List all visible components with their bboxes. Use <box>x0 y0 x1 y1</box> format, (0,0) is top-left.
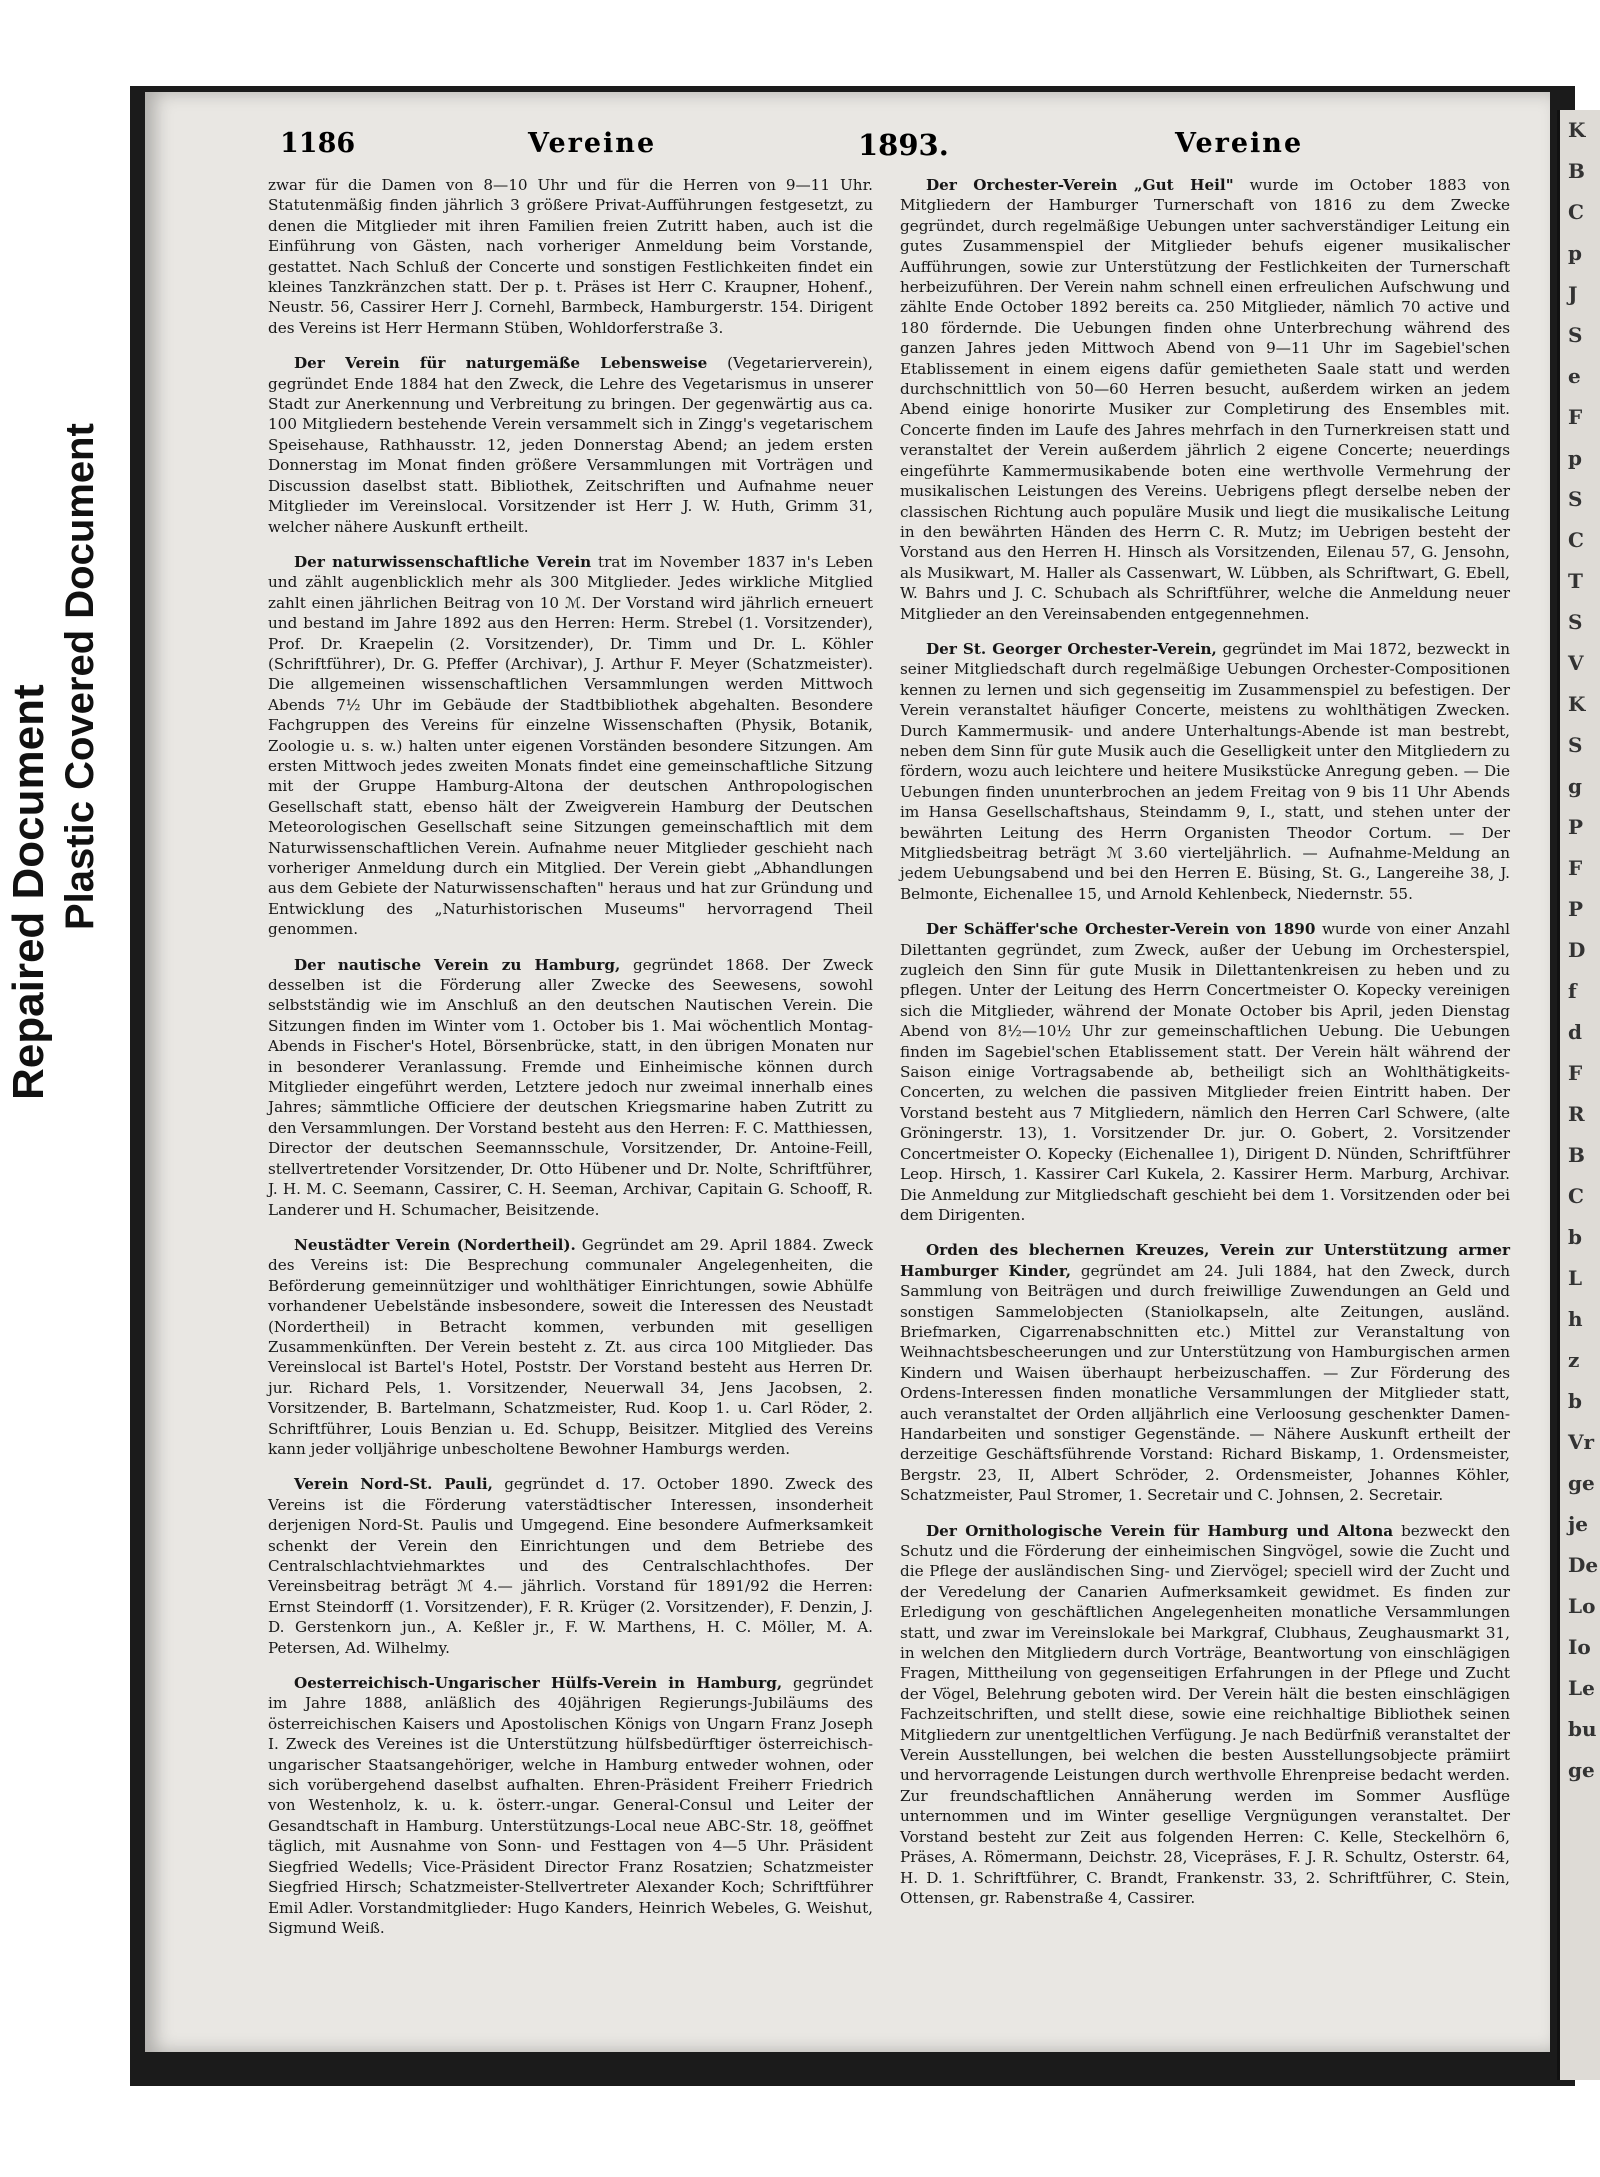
edge-fragment: C <box>1568 200 1584 224</box>
edge-fragment: L <box>1568 1266 1583 1290</box>
edge-fragment: p <box>1568 446 1582 470</box>
entry-title: Der naturwissenschaftliche Verein <box>294 552 592 571</box>
entry-text: trat im November 1837 in's Leben und zählt augenblicklich mehr als 300 Mitglieder. Jedes wirkliche Mitglied zahlt einen jährlichen Beitrag von 10 ℳ. Der Vorstand wird jährlich erneuert und bestand im Jahre 1892 aus den Herren: Herm. Strebel (1. Vorsitzender), Prof. Dr. Kraepelin (2. Vorsitzender), Dr. Timm und Dr. L. Köhler (Schriftführer), Dr. G. Pfeffer (Archivar), J. Arthur F. Meyer (Schatzmeister). Die allgemeinen wissenschaftlichen Versammlungen werden Mittwoch Abends 7½ Uhr im Gebäude der Stadtbibliothek abgehalten. Besondere Fachgruppen des Vereins für einzelne Wissenschaften (Physik, Botanik, Zoologie u. s. w.) halten unter eigenen Vorständen besondere Sitzungen. Am ersten Mittwoch jedes zweiten Monats findet eine gemeinschaftliche Sitzung mit der Gruppe Hamburg-Altona der deutschen Anthropologischen Gesellschaft statt, ebenso hält der Zweigverein Hamburg der Deutschen Meteorologischen Gesellschaft seine Sitzungen gemeinschaftlich mit dem Naturwissenschaftlichen Verein. Aufnahme neuer Mitglieder geschieht nach vorheriger Anmeldung durch ein Mitglied. Der Verein giebt „Abhandlungen aus dem Gebiete der Naturwissenschaften" heraus und hat zur Gründung und Entwicklung des „Naturhistorischen Museums" hervorragend Theil genommen. <box>268 552 874 939</box>
edge-fragment: K <box>1568 118 1586 142</box>
entry-text: zwar für die Damen von 8—10 Uhr und für die Herren von 9—11 Uhr. Statutenmäßig finden jährlich 3 größere Privat-Aufführungen festgesetzt, zu denen die Mitglieder mit ihren Familien freien Zutritt haben, auch ist die Einführung von Gästen, nach vorheriger Anmeldung beim Vorstande, gestattet. Nach Schluß der Concerte und sonstigen Festlichkeiten findet ein kleines Tanzkränzchen statt. Der p. t. Präses ist Herr C. Kraupner, Hohenf., Neustr. 56, Cassirer Herr J. Cornehl, Barmbeck, Hamburgerstr. 154. Dirigent des Vereins ist Herr Hermann Stüben, Wohldorferstraße 3. <box>268 176 873 337</box>
edge-fragment: V <box>1568 651 1584 675</box>
edge-fragment: Le <box>1568 1676 1595 1700</box>
running-title-right: Vereine <box>1175 128 1304 159</box>
right-column <box>900 175 1510 1923</box>
edge-fragment: je <box>1568 1512 1588 1536</box>
entry-title: Der Schäffer'sche Orchester-Verein von 1890 <box>926 920 1316 939</box>
side-label-plastic: Plastic Covered Document <box>58 423 102 930</box>
edge-fragment: d <box>1568 1020 1582 1044</box>
page-year: 1893. <box>858 128 949 162</box>
entry-text: wurde im October 1883 von Mitgliedern der Hamburger Turnerschaft von 1816 zu dem Zwecke gegründet, durch regelmäßige Uebungen unter sachverständiger Leitung ein gutes Zusammenspiel der Mitglieder behufs eigener musikalischer Aufführungen, sowie zur Unterstützung der Festlichkeiten der Turnerschaft herbeizuführen. Der Verein nahm schnell einen erfreulichen Aufschwung und zählte Ende October 1892 bereits ca. 250 Mitglieder, nämlich 70 active und 180 fördernde. Die Uebungen finden ohne Unterbrechung während des ganzen Jahres jeden Mittwoch Abend von 9—11 Uhr im Sagebiel'schen Etablissement in einem eigens dafür gemietheten Saale statt und werden durchschnittlich von 50—60 Herren besucht, außerdem wirken an jedem Abend einige honorirte Musiker zur Completirung des Ensembles mit. Concerte finden im Laufe des Jahres mehrfach in den Turnerkreisen statt und veranstaltet der Verein außerdem jährlich 2 eigene Concerte; neuerdings eingeführte Kammermusikabende boten eine werthvolle Vermehrung der musikalischen Leistungen des Vereins. Uebrigens pflegt derselbe neben der classischen Richtung auch populäre Musik und liegt die musikalische Leitung in den bewährten Händen des Herrn C. R. Mutz; im Uebrigen besteht der Vorstand aus den Herren H. Hinsch als Vorsitzenden, Eilenau 57, G. Jensohn, als Musikwart, M. Haller als Cassenwart, W. Lübben, als Schriftwart, G. Ebell, W. Bahrs und J. C. Schubach als Schriftführer, welche die Anmeldung neuer Mitglieder an den Vereinsabenden entgegennehmen. <box>900 176 1510 623</box>
entry-text: Gegründet am 29. April 1884. Zweck des Vereins ist: Die Besprechung communaler Angelegenheiten, die Beförderung gemeinnütziger und wohlthätiger Einrichtungen, sowie Abhülfe vorhandener Uebelstände insbesondere, soweit die Interessen des Neustadt (Nordertheil) in Betracht kommen, verbunden mit geselligen Zusammenkünften. Der Verein besteht z. Zt. aus circa 100 Mitglieder. Das Vereinslocal ist Bartel's Hotel, Poststr. Der Vorstand besteht aus Herren Dr. jur. Richard Pels, 1. Vorsitzender, Neuerwall 34, Jens Jacobsen, 2. Vorsitzender, B. Bartelmann, Schatzmeister, Rud. Koop 1. u. Carl Röder, 2. Schriftführer, Louis Benzian u. Ed. Schupp, Beisitzer. Mitglied des Vereins kann jeder volljährige unbescholtene Bewohner Hamburgs werden. <box>268 1235 873 1458</box>
entry-text: gegründet am 24. Juli 1884, hat den Zweck, durch Sammlung von Beiträgen und durch freiwillige Zuwendungen an Geld und sonstigen Sammelobjecten (Staniolkapseln, alte Zeitungen, ausländ. Briefmarken, Cigarrenabschnitten etc.) Mittel zur Veranstaltung von Weihnachtsbescheerungen und zur Unterstützung von Hamburgischen armen Kindern und Waisen überhaupt herbeizuschaffen. — Zur Förderung des Ordens-Interessen finden monatliche Versammlungen der Mitglieder statt, auch veranstaltet der Orden alljährlich eine Verloosung geschenkter Damen-Handarbeiten und sonstiger Gegenstände. — Nähere Auskunft ertheilt der derzeitige Geschäftsführende Vorstand: Richard Biskamp, 1. Ordensmeister, Bergstr. 23, II, Albert Schröder, 2. Ordensmeister, Johannes Köhler, Schatzmeister, Paul Stromer, 1. Secretair und C. Johnsen, 2. Secretair. <box>900 1261 1510 1505</box>
page-number: 1186 <box>280 128 356 159</box>
entry-paragraph <box>900 1240 1510 1505</box>
entry-text: gegründet 1868. Der Zweck desselben ist die Förderung aller Zwecke des Seewesens, sowohl selbstständig wie im Anschluß an den deutschen Nautischen Verein. Die Sitzungen finden im Winter vom 1. October bis 1. Mai wöchentlich Montag-Abends in Fischer's Hotel, Börsenbrücke, statt, in den übrigen Monaten nur in besonderer Veranlassung. Fremde und Einheimische können durch Mitglieder eingeführt werden, Letztere jedoch nur zweimal innerhalb eines Jahres; sämmtliche Officiere der deutschen Kriegsmarine haben Zutritt zu den Versammlungen. Der Vorstand besteht aus den Herren: F. C. Matthiessen, Director der deutschen Seemannsschule, Vorsitzender, Dr. Antoine-Feill, stellvertretender Vorsitzender, Dr. Otto Hübener und Dr. Nolte, Schriftführer, J. H. M. C. Seemann, Cassirer, C. H. Seeman, Archivar, Capitain G. Schooff, R. Landerer und H. Schumacher, Beisitzende. <box>268 955 873 1219</box>
edge-fragment: b <box>1568 1389 1582 1413</box>
entry-text: gegründet d. 17. October 1890. Zweck des Vereins ist die Förderung vaterstädtischer Interessen, insonderheit derjenigen Nord-St. Paulis und Umgegend. Eine besondere Aufmerksamkeit schenkt der Verein den Einrichtungen und dem Betriebe des Centralschlachtviehmarktes und des Centralschlachthofes. Der Vereinsbeitrag beträgt ℳ 4.— jährlich. Vorstand für 1891/92 die Herren: Ernst Steindorff (1. Vorsitzender), F. R. Krüger (2. Vorsitzender), F. Denzin, J. D. Gerstenkorn jun., A. Keßler jr., F. W. Marthens, H. C. Möller, M. A. Petersen, Ad. Wilhelmy. <box>268 1475 874 1657</box>
edge-fragment: B <box>1568 1143 1585 1167</box>
edge-fragment: C <box>1568 1184 1584 1208</box>
side-label-repaired: Repaired Document <box>4 684 53 1100</box>
edge-fragment: B <box>1568 159 1585 183</box>
edge-fragment: bu <box>1568 1717 1597 1741</box>
entry-text: wurde von einer Anzahl Dilettanten gegründet, zum Zweck, außer der Uebung im Orchesterspiel, zugleich den Sinn für gute Musik in Dilettantenkreisen zu heben und zu pflegen. Unter der Leitung des Herrn Concertmeister O. Kopecky vereinigen sich die Mitglieder, während der Monate October bis April, jeden Dienstag Abend von 8½—10½ Uhr zur gemeinschaftlichen Uebung. Die Uebungen finden im Sagebiel'schen Etablissement statt. Der Verein hält während der Saison einige Vortragsabende ab, betheiligt sich an Wohlthätigkeits-Concerten, zu welchen die passiven Mitglieder freien Eintritt haben. Der Vorstand besteht aus 7 Mitgliedern, nämlich den Herren Carl Schwere, (alte Gröningerstr. 13), 1. Vorsitzender Dr. jur. O. Gobert, 2. Vorsitzender Concertmeister O. Kopecky (Eichenallee 1), Dirigent D. Nünden, Schriftführer Leop. Hirsch, 1. Kassirer Carl Kukela, 2. Kassirer Herm. Marburg, Archivar. Die Anmeldung zur Mitgliedschaft geschieht bei dem 1. Vorsitzenden oder bei dem Dirigenten. <box>900 920 1510 1224</box>
running-title-left: Vereine <box>528 128 657 159</box>
edge-fragment: p <box>1568 241 1582 265</box>
edge-fragment: e <box>1568 364 1581 388</box>
edge-fragment: F <box>1568 856 1583 880</box>
entry-paragraph <box>268 955 873 1220</box>
edge-fragment: z <box>1568 1348 1580 1372</box>
edge-fragment: P <box>1568 815 1584 839</box>
edge-fragment: S <box>1568 487 1583 511</box>
entry-text: gegründet im Mai 1872, bezweckt in seiner Mitgliedschaft durch regelmäßige Uebungen Orchester-Compositionen kennen zu lernen und sich gegenseitig im Zusammenspiel zu befestigen. Der Verein veranstaltet häufiger Concerte, meistens zu wohlthätigen Zwecken. Durch Kammermusik- und andere Unterhaltungs-Abende ist man bestrebt, neben dem Sinn für gute Musik auch die Geselligkeit unter den Mitgliedern zu fördern, wozu auch leichtere und heitere Musikstücke Anregung geben. — Die Uebungen finden ununterbrochen an jedem Freitag von 9 bis 11 Uhr Abends im Hansa Gesellschaftshaus, Steindamm 9, I., statt, und stehen unter der bewährten Leitung des Herrn Organisten Theodor Cortum. — Der Mitgliedsbeitrag beträgt ℳ 3.60 vierteljährlich. — Aufnahme-Meldung an jedem Uebungsabend und bei den Herren E. Büsing, St. G., Langereihe 38, J. Belmonte, Eichenallee 15, und Arnold Kehlenbeck, Niedernstr. 55. <box>900 639 1510 903</box>
edge-fragment: F <box>1568 1061 1583 1085</box>
entry-text: (Vegetarierverein), gegründet Ende 1884 hat den Zweck, die Lehre des Vegetarismus in unserer Stadt zur Anerkennung und Verbreitung zu bringen. Der gegenwärtig aus ca. 100 Mitgliedern bestehende Verein versammelt sich in Zingg's vegetarischem Speisehause, Rathhausstr. 12, jeden Donnerstag Abend; an jedem ersten Donnerstag im Monat finden größere Versammlungen mit Vorträgen und Discussion daselbst statt. Bibliothek, Zeitschriften und Aufnahme neuer Mitglieder im Vereinslocal. Vorsitzender ist Herr J. W. Huth, Grimm 31, welcher nähere Auskunft ertheilt. <box>268 354 873 536</box>
entry-paragraph <box>900 639 1510 904</box>
entry-title: Der Verein für naturgemäße Lebensweise <box>294 354 708 373</box>
edge-fragment: Io <box>1568 1635 1591 1659</box>
entry-title: Oesterreichisch-Ungarischer Hülfs-Verein in Hamburg, <box>294 1674 783 1693</box>
edge-fragment: ge <box>1568 1758 1595 1782</box>
entry-paragraph <box>268 353 873 537</box>
entry-title: Der St. Georger Orchester-Verein, <box>926 639 1217 658</box>
edge-fragment: b <box>1568 1225 1582 1249</box>
edge-fragment: g <box>1568 774 1582 798</box>
entry-title: Der nautische Verein zu Hamburg, <box>294 955 621 974</box>
entry-paragraph <box>268 175 873 338</box>
edge-fragment: De <box>1568 1553 1599 1577</box>
edge-fragment: h <box>1568 1307 1583 1331</box>
edge-fragment: D <box>1568 938 1586 962</box>
entry-text: bezweckt den Schutz und die Förderung der einheimischen Singvögel, sowie die Zucht und die Pflege der ausländischen Sing- und Ziervögel; speciell wird der Zucht und der Veredelung der Canarien Aufmerksamkeit gewidmet. Es finden zur Erledigung von geschäftlichen Angelegenheiten monatliche Versammlungen statt, und zwar im Vereinslokale bei Markgraf, Clubhaus, Zeughausmarkt 31, in welchen den Mitgliedern durch Vorträge, Beantwortung von einschlägigen Fragen, Mittheilung von gegenseitigen Erfahrungen in der Pflege und Zucht der Vögel, Belehrung geboten wird. Der Verein hält die besten einschlägigen Fachzeitschriften, und stellt diese, sowie eine reichhaltige Bibliothek seinen Mitgliedern zur unentgeltlichen Verfügung. Je nach Bedürfniß veranstaltet der Verein Ausstellungen, bei welchen die besten Ausstellungsobjecte prämiirt und hervorragende Leistungen durch werthvolle Ehrenpreise bedacht werden. Zur freundschaftlichen Annäherung werden im Sommer Ausflüge unternommen und im Winter gesellige Vergnügungen veranstaltet. Der Vorstand besteht zur Zeit aus folgenden Herren: C. Kelle, Steckelhörn 6, Präses, A. Römermann, Deichstr. 28, Vicepräses, F. J. R. Schultz, Osterstr. 64, H. D. 1. Schriftführer, C. Brandt, Frankenstr. 33, 2. Schriftführer, C. Stein, Ottensen, gr. Rabenstraße 4, Cassirer. <box>900 1521 1510 1907</box>
edge-fragment: S <box>1568 610 1583 634</box>
entry-title: Der Orchester-Verein „Gut Heil" <box>926 176 1234 194</box>
edge-fragment: P <box>1568 897 1584 921</box>
edge-fragment: K <box>1568 692 1586 716</box>
side-label <box>0 0 150 1100</box>
edge-fragment: R <box>1568 1102 1585 1126</box>
entry-paragraph <box>268 552 873 940</box>
entry-paragraph <box>268 1235 873 1459</box>
edge-fragment: J <box>1568 282 1578 306</box>
entry-paragraph <box>900 1521 1510 1909</box>
edge-fragment: F <box>1568 405 1583 429</box>
edge-fragment: Vr <box>1568 1430 1595 1454</box>
edge-fragment: S <box>1568 733 1583 757</box>
page-header <box>280 128 1500 170</box>
entry-text: gegründet im Jahre 1888, anläßlich des 40jährigen Regierungs-Jubiläums des österreichischen Kaisers und Apostolischen Königs von Ungarn Franz Joseph I. Zweck des Vereines ist die Unterstützung hülfsbedürftiger österreichisch-ungarischer Staatsangehöriger, welche in Hamburg entweder wohnen, oder sich vorübergehend daselbst aufhalten. Ehren-Präsident Freiherr Friedrich von Westenholz, k. u. k. österr.-ungar. General-Consul und Leiter der Gesandtschaft in Hamburg. Unterstützungs-Local neue ABC-Str. 18, geöffnet täglich, mit Ausnahme von Sonn- und Festtagen von 4—5 Uhr. Präsident Siegfried Wedells; Vice-Präsident Director Franz Rosatzien; Schatzmeister Siegfried Hirsch; Schatzmeister-Stellvertreter Alexander Koch; Schriftführer Emil Adler. Vorstandmitglieder: Hugo Kanders, Heinrich Webeles, G. Weishut, Sigmund Weiß. <box>268 1674 874 1937</box>
entry-paragraph <box>268 1673 873 1938</box>
entry-title: Orden des blechernen Kreuzes, Verein zur Unterstützung armer Hamburger Kinder, <box>900 1241 1510 1280</box>
entry-title: Neustädter Verein (Nordertheil). <box>294 1235 576 1254</box>
edge-fragment: Lo <box>1568 1594 1596 1618</box>
entry-paragraph <box>900 919 1510 1225</box>
edge-fragment: f <box>1568 979 1577 1003</box>
edge-fragment: T <box>1568 569 1583 593</box>
entry-title: Verein Nord-St. Pauli, <box>294 1475 493 1494</box>
edge-fragment: S <box>1568 323 1583 347</box>
entry-title: Der Ornithologische Verein für Hamburg und Altona <box>926 1521 1394 1540</box>
edge-fragment: C <box>1568 528 1584 552</box>
entry-paragraph <box>268 1474 873 1658</box>
entry-paragraph <box>900 175 1510 624</box>
adjacent-page-edge <box>1557 110 1600 2080</box>
edge-fragment: ge <box>1568 1471 1595 1495</box>
left-column <box>268 175 873 1953</box>
